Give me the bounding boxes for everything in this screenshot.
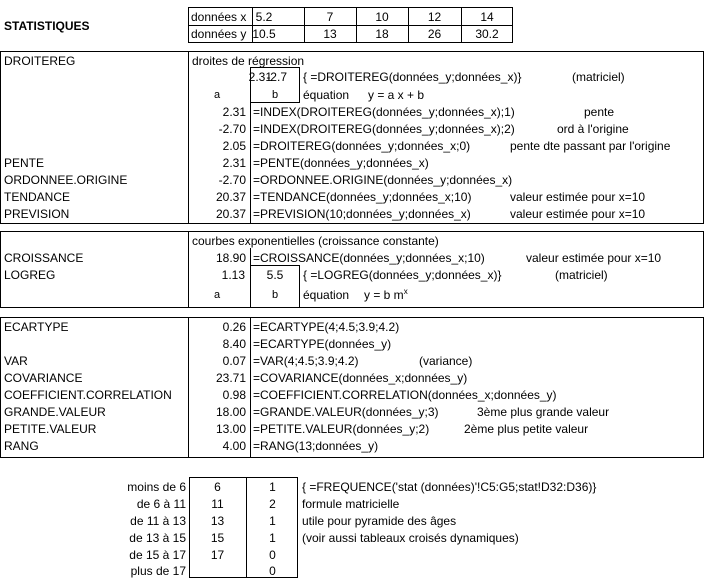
- row-count: 2: [269, 497, 276, 511]
- row-label: PENTE: [4, 156, 45, 170]
- row-value: 0.07: [222, 354, 246, 368]
- row-value: 20.37: [215, 207, 246, 221]
- logreg-b-value: 5.5: [266, 268, 284, 282]
- row-label: de 15 à 17: [129, 548, 186, 562]
- logreg-label: LOGREG: [4, 268, 56, 282]
- row-note: ord à l'origine: [557, 122, 629, 136]
- row-formula: =DROITEREG(données_y;données_x;0): [253, 139, 471, 153]
- row-note: 2ème plus petite valeur: [464, 422, 589, 436]
- row-label: de 13 à 15: [129, 531, 186, 545]
- row-bound: 6: [214, 480, 221, 494]
- matrix-formula: { =DROITEREG(données_y;données_x)}: [303, 70, 522, 84]
- logreg-equation-exponent: x: [403, 287, 408, 296]
- row-label: ECARTYPE: [4, 320, 69, 334]
- row-bound: 11: [211, 497, 224, 511]
- row-formula: =ECARTYPE(4;4.5;3.9;4.2): [253, 320, 400, 334]
- equation-label: équation: [303, 88, 350, 102]
- row-formula: =ECARTYPE(données_y): [253, 337, 392, 351]
- row-count: 0: [269, 564, 276, 578]
- row-label: de 11 à 13: [130, 514, 186, 528]
- row-note: (voir aussi tableaux croisés dynamiques): [302, 531, 519, 545]
- row-formula: =PETITE.VALEUR(données_y;2): [253, 422, 430, 436]
- logreg-equation-label: équation: [303, 288, 350, 302]
- row-value: 18.00: [215, 405, 246, 419]
- row-note: valeur estimée pour x=10: [510, 190, 646, 204]
- equation: y = a x + b: [368, 88, 425, 102]
- row-note: { =FREQUENCE('stat (données)'!C5:G5;stat!D32:D36)}: [302, 480, 597, 494]
- row-bound: 13: [210, 514, 225, 528]
- row-label: GRANDE.VALEUR: [4, 405, 106, 419]
- row-value: 20.37: [215, 190, 246, 204]
- row-label: RANG: [4, 439, 39, 453]
- row-note: formule matricielle: [302, 497, 400, 511]
- croissance-value: 18.90: [215, 251, 246, 265]
- row-formula: =COVARIANCE(données_x;données_y): [253, 371, 468, 385]
- data-x-value: 5.2: [255, 10, 273, 24]
- matrix-note: (matriciel): [572, 70, 625, 84]
- row-value: 0.98: [222, 388, 246, 402]
- row-formula: =VAR(4;4.5;3.9;4.2): [253, 354, 359, 368]
- logreg-note: (matriciel): [555, 268, 608, 282]
- row-label: de 6 à 11: [136, 497, 186, 511]
- data-x-label: données x: [191, 10, 247, 24]
- row-value: 4.00: [222, 439, 246, 453]
- row-formula: =TENDANCE(données_y;données_x;10): [253, 190, 472, 204]
- data-table-row-divider: [188, 25, 513, 26]
- row-formula: =INDEX(DROITEREG(données_y;données_x);1): [253, 105, 515, 119]
- logreg-a-value: 1.13: [221, 268, 245, 282]
- row-value: 2.31: [222, 105, 246, 119]
- row-note: pente dte passant par l'origine: [510, 139, 671, 153]
- row-note: (variance): [419, 354, 473, 368]
- row-label: COVARIANCE: [4, 371, 83, 385]
- row-label: plus de 17: [130, 564, 186, 578]
- section-col-divider: [188, 231, 189, 308]
- row-note: utile pour pyramide des âges: [302, 514, 457, 528]
- row-formula: =PENTE(données_y;données_x): [253, 156, 429, 170]
- row-value: 13.00: [215, 422, 246, 436]
- regression-header: droites de régression: [192, 54, 305, 68]
- row-value: -2.70: [218, 122, 246, 136]
- row-count: 1: [269, 480, 276, 494]
- row-count: 1: [269, 514, 276, 528]
- row-note: pente: [584, 105, 615, 119]
- row-value: 23.71: [215, 371, 246, 385]
- logreg-label-b: b: [271, 289, 279, 301]
- row-formula: =ORDONNEE.ORIGINE(données_y;données_x): [253, 173, 513, 187]
- formula-col-divider: [250, 102, 251, 224]
- row-label: VAR: [4, 354, 28, 368]
- formula-col-divider: [250, 248, 251, 266]
- matrix-box-bottom: [250, 102, 300, 103]
- section-col-divider: [188, 51, 189, 224]
- row-value: 2.31: [222, 156, 246, 170]
- logreg-equation: [364, 288, 408, 302]
- row-note: valeur estimée pour x=10: [510, 207, 646, 221]
- row-value: 8.40: [222, 337, 246, 351]
- data-y-label: données y: [191, 27, 247, 41]
- row-value: 2.05: [222, 139, 246, 153]
- croissance-formula: =CROISSANCE(données_y;données_x;10): [253, 251, 485, 265]
- matrix-a-value: 2.31: [248, 70, 272, 84]
- croissance-note: valeur estimée pour x=10: [526, 251, 662, 265]
- data-y-value: 10.5: [252, 27, 276, 41]
- matrix-b-value: -2.7: [266, 70, 287, 84]
- row-label: PREVISION: [4, 207, 70, 221]
- row-formula: =INDEX(DROITEREG(données_y;données_x);2): [253, 122, 515, 136]
- row-bound: 15: [210, 531, 225, 545]
- section-col-divider: [188, 317, 189, 458]
- row-label: TENDANCE: [4, 190, 71, 204]
- row-label: COEFFICIENT.CORRELATION: [4, 388, 172, 402]
- exponential-header: courbes exponentielles (croissance constante): [192, 234, 439, 248]
- data-y-value: 30.2: [475, 27, 499, 41]
- row-note: 3ème plus grande valeur: [477, 405, 610, 419]
- matrix-label-a: a: [214, 89, 221, 101]
- row-formula: =PREVISION(10;données_y;données_x): [253, 207, 471, 221]
- row-count: 1: [269, 531, 276, 545]
- row-value: 0.26: [222, 320, 246, 334]
- matrix-label-b: b: [271, 89, 279, 101]
- data-y-value: 13: [323, 27, 337, 41]
- data-y-value: 26: [427, 27, 442, 41]
- logreg-label-a: a: [214, 289, 221, 301]
- croissance-label: CROISSANCE: [4, 251, 84, 265]
- formula-col-divider: [250, 317, 251, 458]
- row-label: PETITE.VALEUR: [4, 422, 97, 436]
- data-x-value: 14: [480, 10, 494, 24]
- logreg-formula: { =LOGREG(données_y;données_x)}: [303, 268, 502, 282]
- data-x-value: 7: [326, 10, 334, 24]
- data-x-value: 10: [375, 10, 389, 24]
- page-title: STATISTIQUES: [4, 19, 90, 33]
- row-formula: =GRANDE.VALEUR(données_y;3): [253, 405, 439, 419]
- row-value: -2.70: [218, 173, 246, 187]
- data-x-value: 12: [427, 10, 442, 24]
- row-formula: =RANG(13;données_y): [253, 439, 379, 453]
- data-y-value: 18: [375, 27, 389, 41]
- row-label: ORDONNEE.ORIGINE: [4, 173, 128, 187]
- row-bound: 17: [210, 548, 225, 562]
- logreg-equation-base: y = b m: [364, 288, 404, 302]
- row-formula: =COEFFICIENT.CORRELATION(données_x;données_y): [253, 388, 557, 402]
- droitereg-label: DROITEREG: [4, 54, 76, 68]
- row-label: moins de 6: [127, 480, 186, 494]
- row-count: 0: [269, 548, 276, 562]
